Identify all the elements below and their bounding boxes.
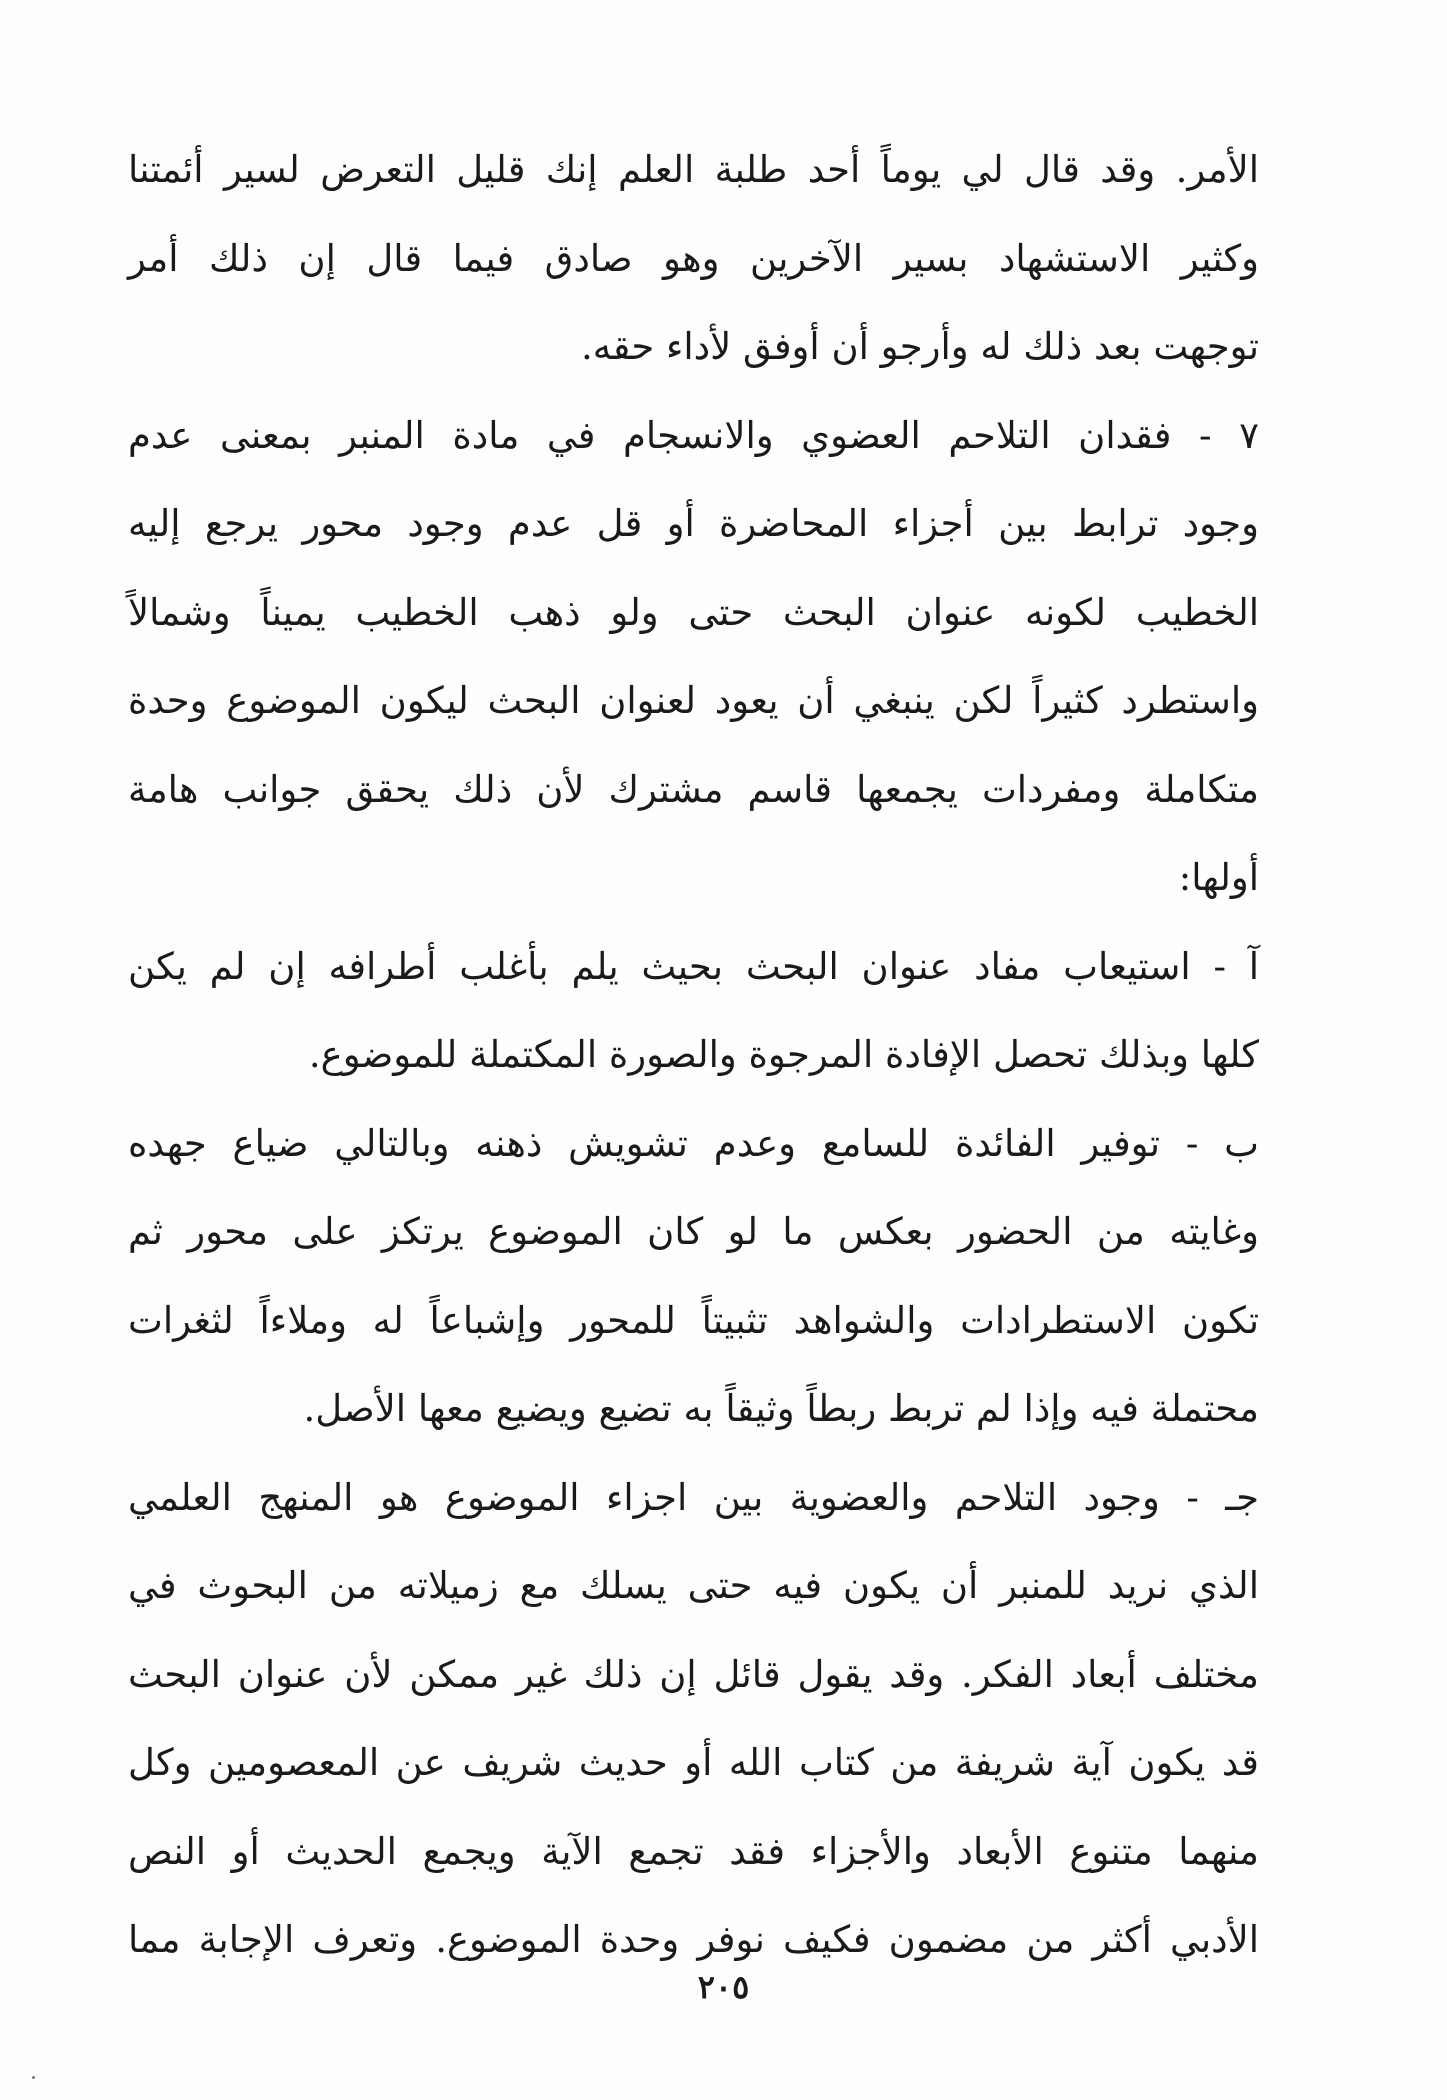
text-line: الخطيب لكونه عنوان البحث حتى ولو ذهب الخطيب يميناً وشمالاً: [128, 590, 1259, 634]
text-line: أولها:: [1178, 856, 1259, 899]
text-line: توجهت بعد ذلك له وأرجو أن أوفق لأداء حقه.: [581, 325, 1259, 368]
text-line: وكثير الاستشهاد بسير الآخرين وهو صادق فيما قال إن ذلك أمر: [128, 236, 1259, 280]
text-line: وجود ترابط بين أجزاء المحاضرة أو قل عدم وجود محور يرجع إليه: [128, 502, 1259, 545]
text-line: وغايته من الحضور بعكس ما لو كان الموضوع يرتكز على محور ثم: [128, 1210, 1259, 1253]
scan-speck: [32, 2076, 35, 2079]
text-line: قد يكون آية شريفة من كتاب الله أو حديث شريف عن المعصومين وكل: [128, 1741, 1259, 1784]
text-line: ٧ - فقدان التلاحم العضوي والانسجام في مادة المنبر بمعنى عدم: [128, 413, 1259, 457]
text-line: متكاملة ومفردات يجمعها قاسم مشترك لأن ذلك يحقق جوانب هامة: [128, 767, 1259, 811]
text-line: الأمر. وقد قال لي يوماً أحد طلبة العلم إنك قليل التعرض لسير أئمتنا: [128, 148, 1259, 191]
text-line: تكون الاستطرادات والشواهد تثبيتاً للمحور وإشباعاً له وملاءاً لثغرات: [128, 1298, 1259, 1342]
body-text: [128, 126, 1259, 1985]
text-line: جـ - وجود التلاحم والعضوية بين اجزاء الموضوع هو المنهج العلمي: [128, 1475, 1259, 1519]
text-line: محتملة فيه وإذا لم تربط ربطاً وثيقاً به تضيع ويضيع معها الأصل.: [303, 1387, 1259, 1430]
text-line: الذي نريد للمنبر أن يكون فيه حتى يسلك مع زميلاته من البحوث في: [128, 1564, 1259, 1607]
text-line: آ - استيعاب مفاد عنوان البحث بحيث يلم بأغلب أطرافه إن لم يكن: [128, 944, 1259, 988]
text-line: كلها وبذلك تحصل الإفادة المرجوة والصورة المكتملة للموضوع.: [308, 1033, 1259, 1076]
text-line: مختلف أبعاد الفكر. وقد يقول قائل إن ذلك غير ممكن لأن عنوان البحث: [128, 1652, 1259, 1696]
text-line: واستطرد كثيراً لكن ينبغي أن يعود لعنوان البحث ليكون الموضوع وحدة: [128, 679, 1259, 722]
text-line: ب - توفير الفائدة للسامع وعدم تشويش ذهنه وبالتالي ضياع جهده: [128, 1121, 1259, 1165]
text-line: منهما متنوع الأبعاد والأجزاء فقد تجمع الآية ويجمع الحديث أو النص: [128, 1829, 1259, 1873]
text-line: الأدبي أكثر من مضمون فكيف نوفر وحدة الموضوع. وتعرف الإجابة مما: [128, 1918, 1259, 1961]
page-number: ٢٠٥: [697, 1968, 750, 2006]
